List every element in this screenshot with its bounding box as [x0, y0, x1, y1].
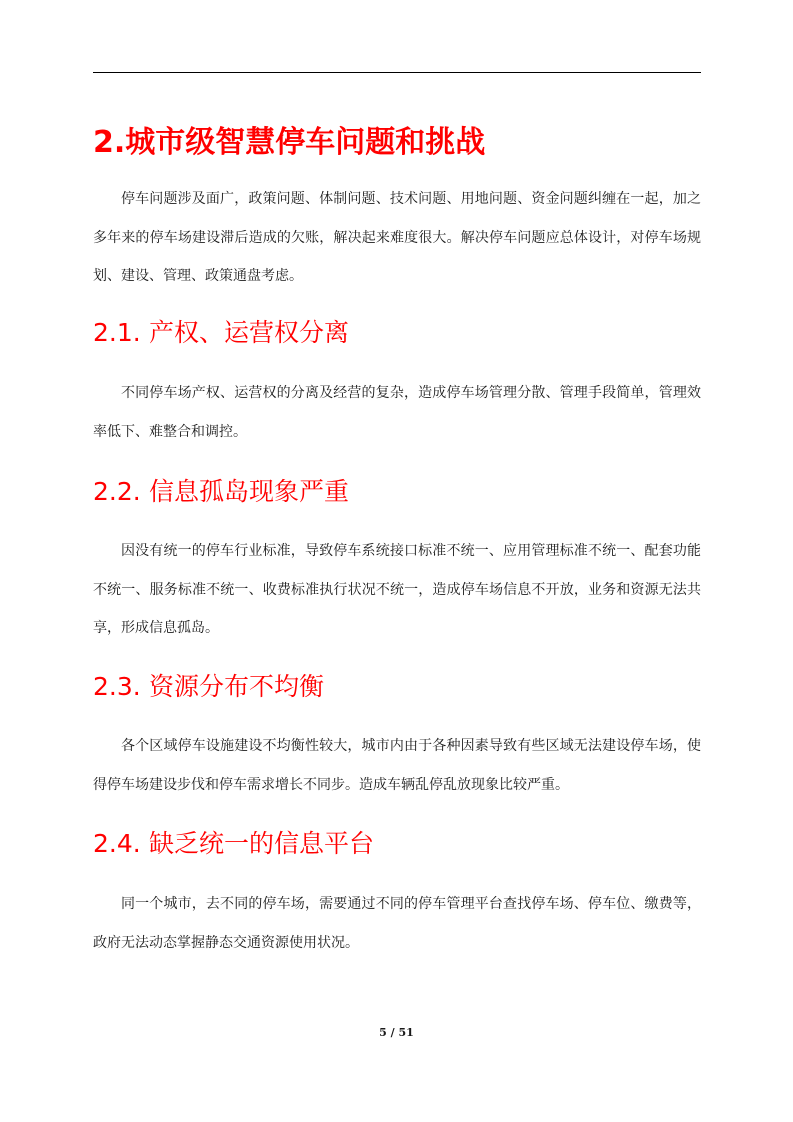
section-number: 2.3. [93, 672, 141, 701]
section-title: 资源分布不均衡 [149, 672, 325, 701]
section-heading-2-3 [93, 669, 324, 705]
section-number: 2.1. [93, 318, 141, 347]
section-heading-2-4 [93, 826, 374, 862]
section-number: 2.4. [93, 829, 141, 858]
section-number: 2.2. [93, 477, 141, 506]
section-paragraph-2-4: 同一个城市，去不同的停车场，需要通过不同的停车管理平台查找停车场、停车位、缴费等，政府无法动态掌握静态交通资源使用状况。 [93, 896, 701, 951]
section-heading-2-1 [93, 315, 349, 351]
section-paragraph-2-2: 因没有统一的停车行业标准，导致停车系统接口标准不统一、应用管理标准不统一、配套功能不统一、服务标准不统一、收费标准执行状况不统一，造成停车场信息不开放，业务和资源无法共享，形成信息孤岛。 [93, 543, 701, 636]
chapter-intro-paragraph: 停车问题涉及面广，政策问题、体制问题、技术问题、用地问题、资金问题纠缠在一起，加之多年来的停车场建设滞后造成的欠账，解决起来难度很大。解决停车问题应总体设计，对停车场规划、建设、管理、政策通盘考虑。 [93, 191, 701, 284]
chapter-title: 2.城市级智慧停车问题和挑战 [93, 125, 486, 160]
page-number: 5 / 51 [379, 1026, 414, 1039]
section-title: 缺乏统一的信息平台 [149, 829, 375, 858]
section-heading-2-2 [93, 474, 349, 510]
header-rule [93, 72, 701, 73]
section-paragraph-2-3: 各个区域停车设施建设不均衡性较大，城市内由于各种因素导致有些区域无法建设停车场，使得停车场建设步伐和停车需求增长不同步。造成车辆乱停乱放现象比较严重。 [93, 738, 701, 793]
section-paragraph-2-1: 不同停车场产权、运营权的分离及经营的复杂，造成停车场管理分散、管理手段简单，管理效率低下、难整合和调控。 [93, 385, 701, 440]
section-title: 产权、运营权分离 [149, 318, 350, 347]
section-title: 信息孤岛现象严重 [149, 477, 350, 506]
